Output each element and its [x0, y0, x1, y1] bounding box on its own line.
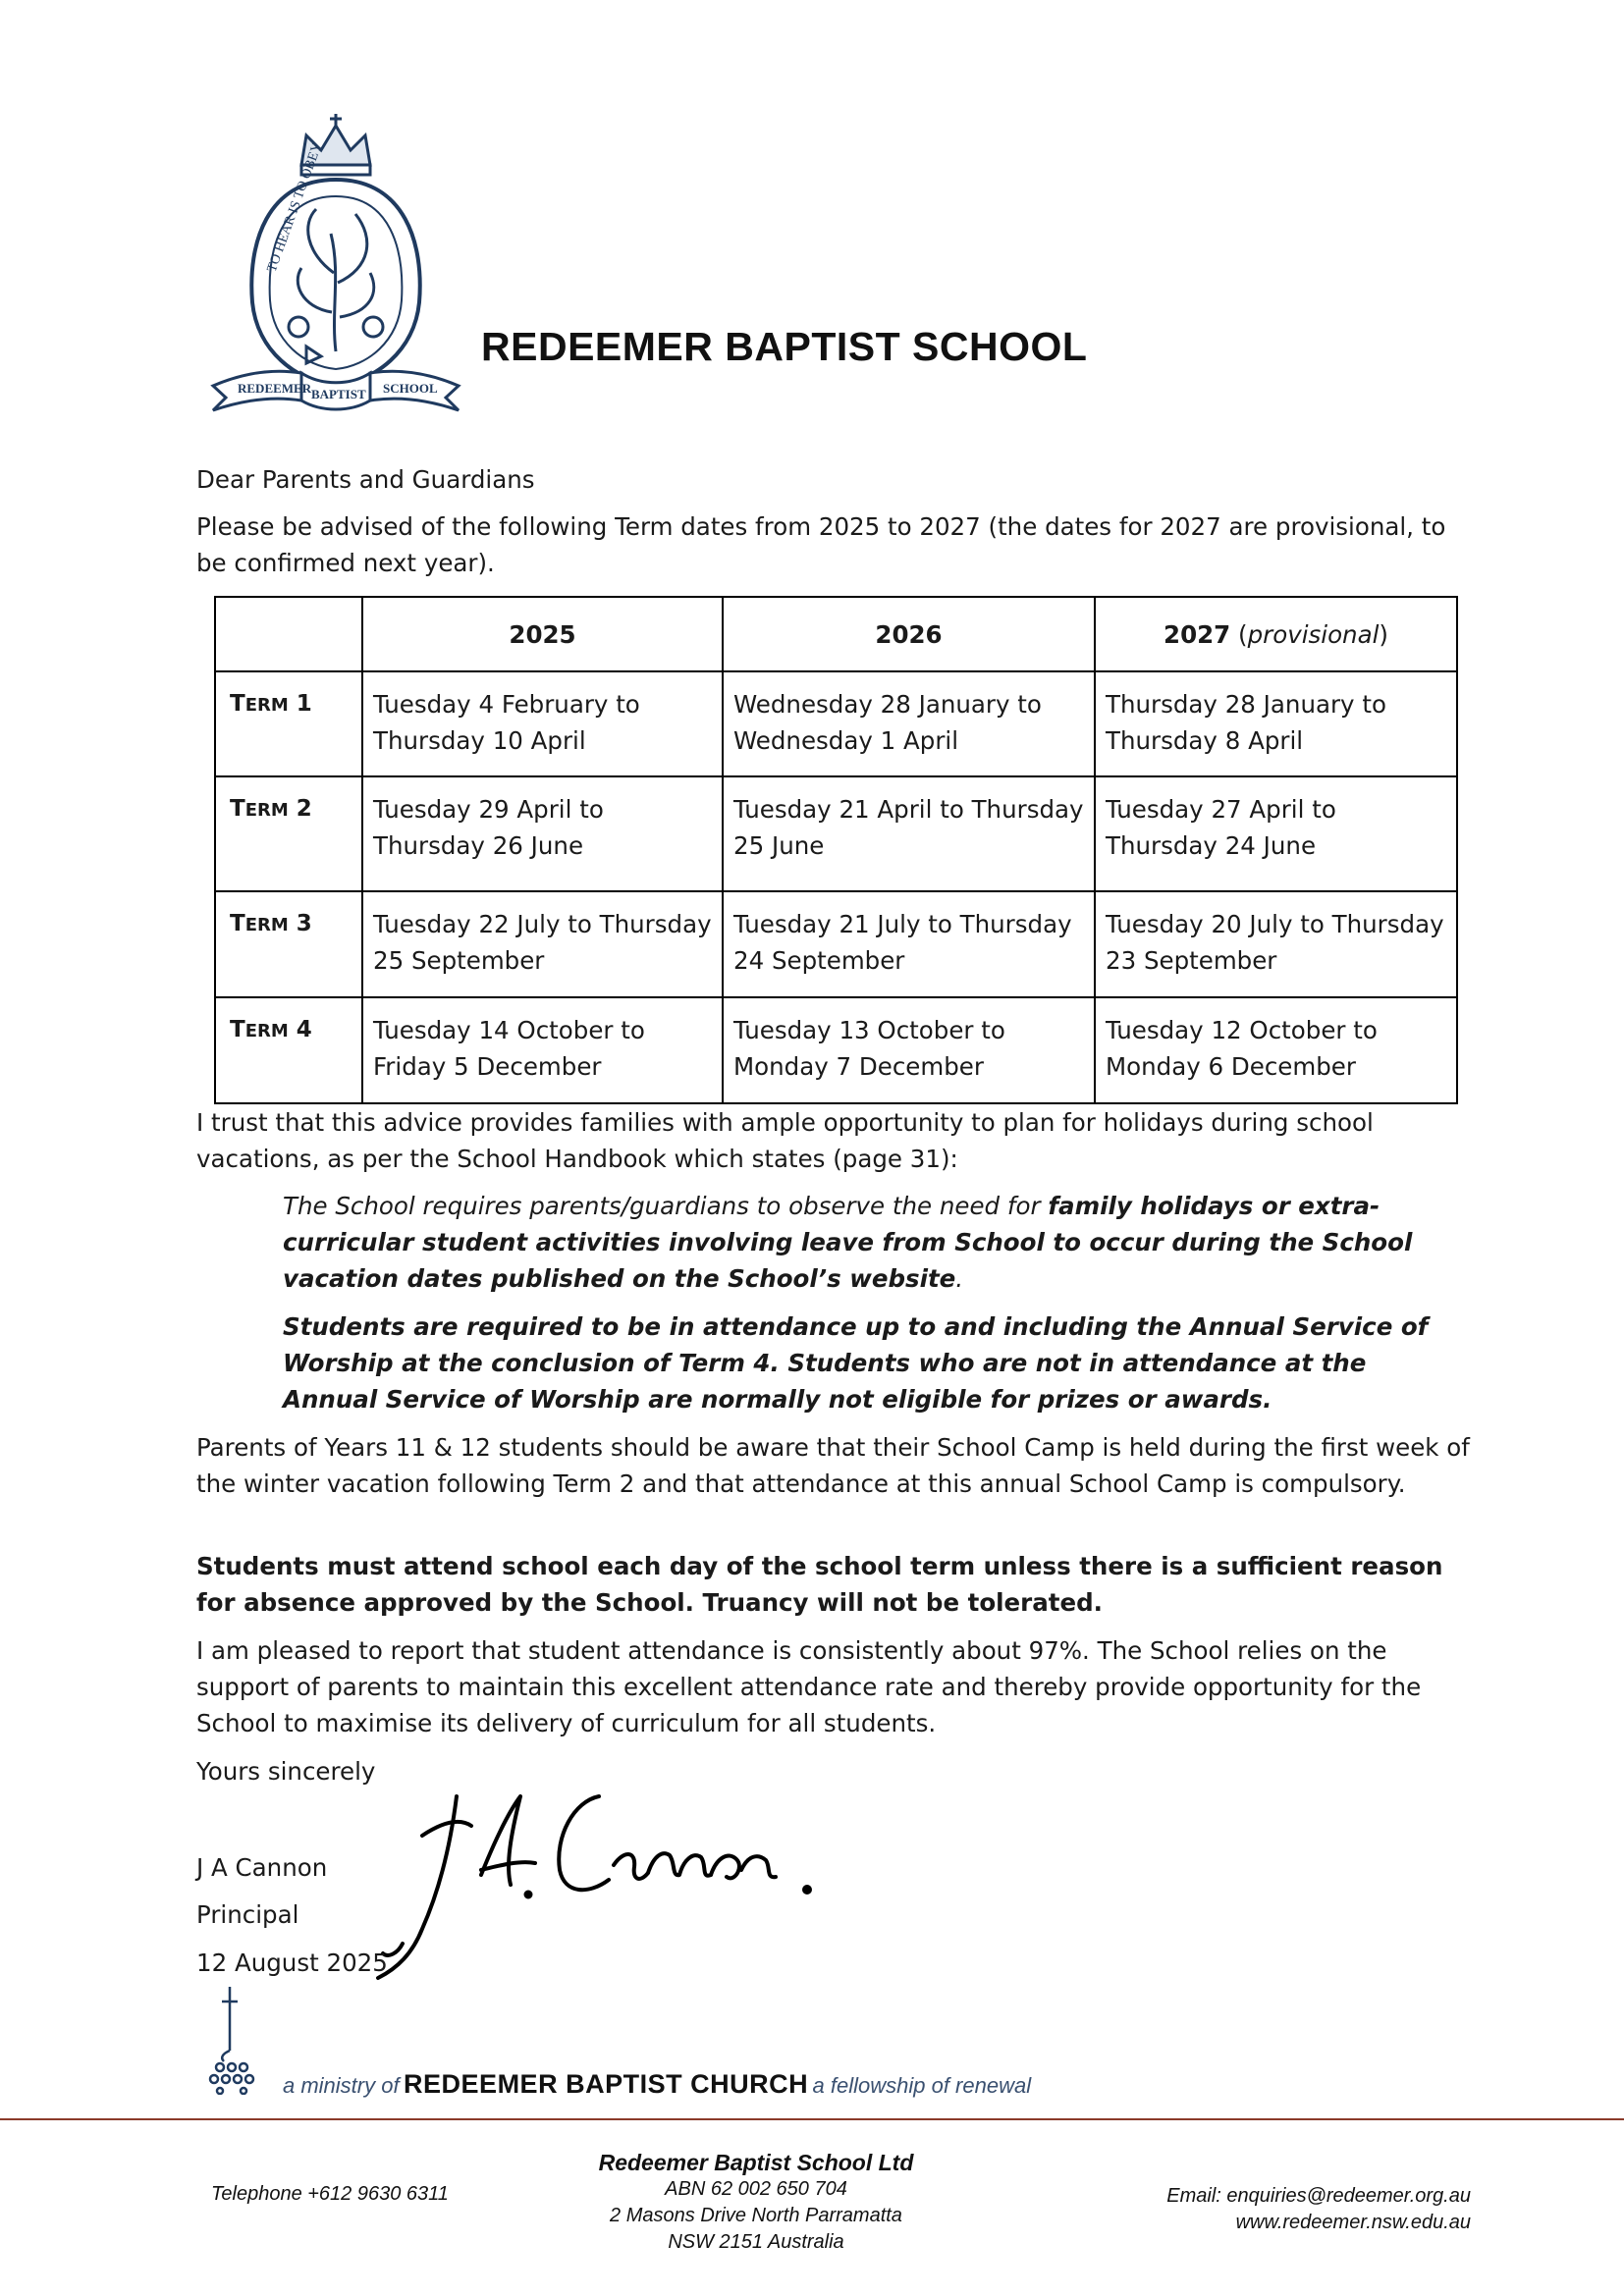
table-row [215, 671, 1457, 776]
letter-date: 12 August 2025 [196, 1949, 388, 1977]
school-title: REDEEMER BAPTIST SCHOOL [481, 324, 1088, 369]
term-date-cell: Tuesday 12 October to Monday 6 December [1095, 997, 1457, 1103]
table-row [215, 891, 1457, 997]
term-dates-table [214, 596, 1458, 1104]
footer-telephone: Telephone +612 9630 6311 [211, 2183, 449, 2205]
church-suffix: a fellowship of renewal [812, 2073, 1032, 2098]
header-cell-empty [215, 597, 362, 671]
header-cell-2027: 2027 (provisional) [1095, 597, 1457, 671]
attendance-paragraph: Students must attend school each day of the school term unless there is a sufficient reason for absence approved by the School. Truancy will not be tolerated. [196, 1552, 1443, 1617]
closing: Yours sincerely [196, 1757, 376, 1786]
term-date-cell: Wednesday 28 January to Wednesday 1 April [723, 671, 1095, 776]
handbook-quote-1 [283, 1188, 1441, 1297]
school-crest-logo [208, 106, 463, 430]
salutation: Dear Parents and Guardians [196, 465, 535, 494]
footer-company-name: Redeemer Baptist School Ltd [598, 2150, 914, 2175]
footer-contact-block [1060, 2183, 1471, 2236]
ribbon-text-mid: BAPTIST [311, 387, 366, 401]
church-prefix: a ministry of [283, 2073, 400, 2098]
quote1-bold: family holidays or extra-curricular student activities involving leave from School to occur during the School vacation dates published on the School’s website [283, 1192, 1413, 1293]
term-date-cell: Tuesday 14 October to Friday 5 December [362, 997, 723, 1103]
handbook-quote-2: Students are required to be in attendance up to and including the Annual Service of Worship at the conclusion of Term 4. Students who are not in attendance at the Annual Service of Worship are normally not eligible for prizes or awards. [283, 1312, 1429, 1414]
signature-image [363, 1757, 854, 1983]
crest-motto: TO HEAR IS TO OBEY [264, 140, 326, 275]
provisional-note: provisional [1247, 619, 1380, 649]
term-label: TERM 4 [215, 997, 362, 1103]
term-date-cell: Tuesday 22 July to Thursday 25 September [362, 891, 723, 997]
footer-company-block [550, 2150, 962, 2256]
footer-abn: ABN 62 002 650 704 [665, 2178, 847, 2200]
term-date-cell: Tuesday 21 April to Thursday 25 June [723, 776, 1095, 891]
table-header-row [215, 597, 1457, 671]
term-date-cell: Tuesday 4 February to Thursday 10 April [362, 671, 723, 776]
quote1-end: . [955, 1264, 964, 1293]
table-row [215, 997, 1457, 1103]
footer-email[interactable]: Email: enquiries@redeemer.org.au [1166, 2185, 1471, 2207]
term-date-cell: Tuesday 13 October to Monday 7 December [723, 997, 1095, 1103]
ribbon-text-left: REDEEMER [238, 381, 312, 396]
footer-address-2: NSW 2151 Australia [668, 2231, 844, 2253]
header-cell-2026: 2026 [723, 597, 1095, 671]
header-cell-2025: 2025 [362, 597, 723, 671]
quote1-plain: The School requires parents/guardians to observe the need for [283, 1192, 1049, 1220]
signer-name: J A Cannon [196, 1853, 328, 1882]
footer-address-1: 2 Masons Drive North Parramatta [610, 2205, 902, 2226]
signer-role: Principal [196, 1900, 299, 1929]
term-label: TERM 2 [215, 776, 362, 891]
term-date-cell: Tuesday 27 April to Thursday 24 June [1095, 776, 1457, 891]
table-row [215, 776, 1457, 891]
term-date-cell: Tuesday 21 July to Thursday 24 September [723, 891, 1095, 997]
term-date-cell: Tuesday 29 April to Thursday 26 June [362, 776, 723, 891]
term-label: TERM 3 [215, 891, 362, 997]
term-date-cell: Thursday 28 January to Thursday 8 April [1095, 671, 1457, 776]
footer-divider [0, 2118, 1624, 2120]
trust-paragraph: I trust that this advice provides families with ample opportunity to plan for holidays during school vacations, as per the School Handbook which states (page 31): [196, 1108, 1374, 1173]
report-paragraph: I am pleased to report that student attendance is consistently about 97%. The School relies on the support of parents to maintain this excellent attendance rate and thereby provide opportunity for the School to maximise its delivery of curriculum for all students. [196, 1636, 1422, 1737]
camp-paragraph: Parents of Years 11 & 12 students should be aware that their School Camp is held during the first week of the winter vacation following Term 2 and that attendance at this annual School Camp is compulsory. [196, 1433, 1470, 1498]
term-label: TERM 1 [215, 671, 362, 776]
church-cross-logo [208, 1987, 267, 2095]
term-date-cell: Tuesday 20 July to Thursday 23 September [1095, 891, 1457, 997]
footer-website[interactable]: www.redeemer.nsw.edu.au [1235, 2212, 1471, 2233]
ribbon-text-right: SCHOOL [383, 381, 438, 396]
church-tagline [283, 2069, 1031, 2100]
church-name: REDEEMER BAPTIST CHURCH [404, 2069, 809, 2099]
plant-icon [289, 209, 383, 363]
intro-paragraph: Please be advised of the following Term dates from 2025 to 2027 (the dates for 2027 are provisional, to be confirmed next year). [196, 512, 1446, 577]
